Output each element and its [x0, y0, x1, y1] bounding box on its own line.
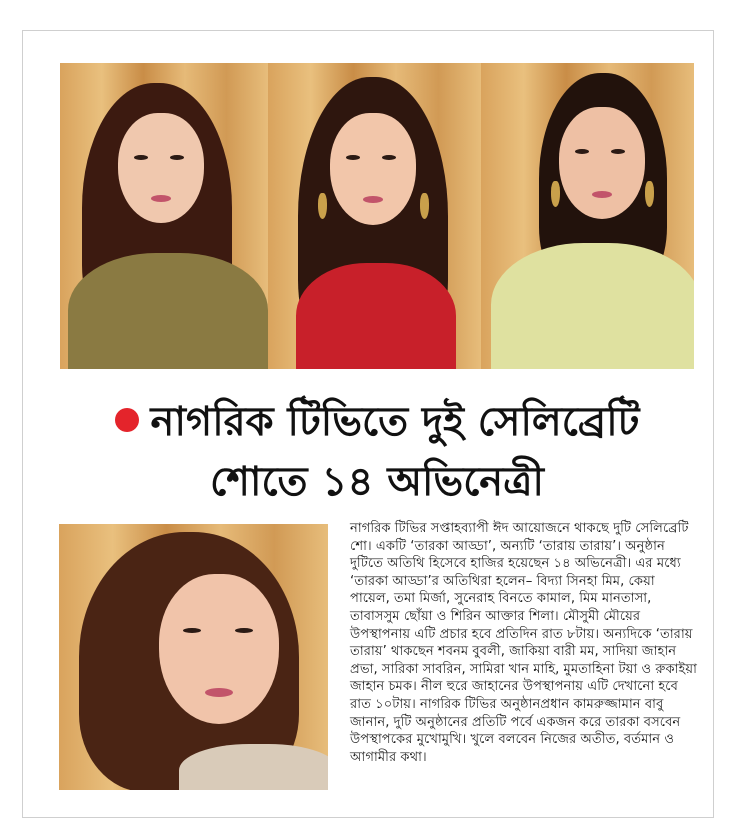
actress-photo-3: [481, 63, 694, 369]
actress-photo-1: [60, 63, 268, 369]
red-bullet-icon: [115, 408, 139, 432]
article-body: নাগরিক টিভির সপ্তাহব্যাপী ঈদ আয়োজনে থাকছে দুটি সেলিব্রেটি শো। একটি ‘তারকা আড্ডা’, অন্যটি ‘তারায় তারায়’। অনুষ্ঠান দুটিতে অতিথি হিসেবে হাজির হয়েছেন ১৪ অভিনেত্রী। এর মধ্যে ‘তারকা আড্ডা’র অতিথিরা হলেন– বিদ্যা সিনহা মিম, কেয়া পায়েল, তমা মির্জা, সুনেরাহ বিনতে কামাল, মিম মানতাসা, তাবাসসুম ছোঁয়া ও শিরিন আক্তার শিলা। মৌসুমী মৌয়ের উপস্থাপনায় এটি প্রচার হবে প্রতিদিন রাত ৮টায়। অন্যদিকে ‘তারায় তারায়’ থাকছেন শবনম বুবলী, জাকিয়া বারী মম, সাদিয়া জাহান প্রভা, সারিকা সাবরিন, সামিরা খান মাহি, মুমতাহিনা টয়া ও রুকাইয়া জাহান চমক। নীল হুরে জাহানের উপস্থাপনায় এটি দেখানো হবে রাত ১০টায়। নাগরিক টিভির অনুষ্ঠানপ্রধান কামরুজ্জামান বাবু জানান, দুটি অনুষ্ঠানের প্রতিটি পর্বে একজন করে তারকা বসবেন উপস্থাপকের মুখোমুখি। খুলে বলবেন নিজের অতীত, বর্তমান ও আগামীর কথা।: [350, 521, 697, 765]
headline-line-2: শোতে ১৪ অভিনেত্রী: [209, 459, 544, 505]
actress-photo-4: [59, 524, 328, 790]
headline-text-1: নাগরিক টিভিতে দুই সেলিব্রেটি: [150, 399, 640, 445]
actress-photo-2: [268, 63, 481, 369]
headline-line-1: [60, 396, 694, 448]
